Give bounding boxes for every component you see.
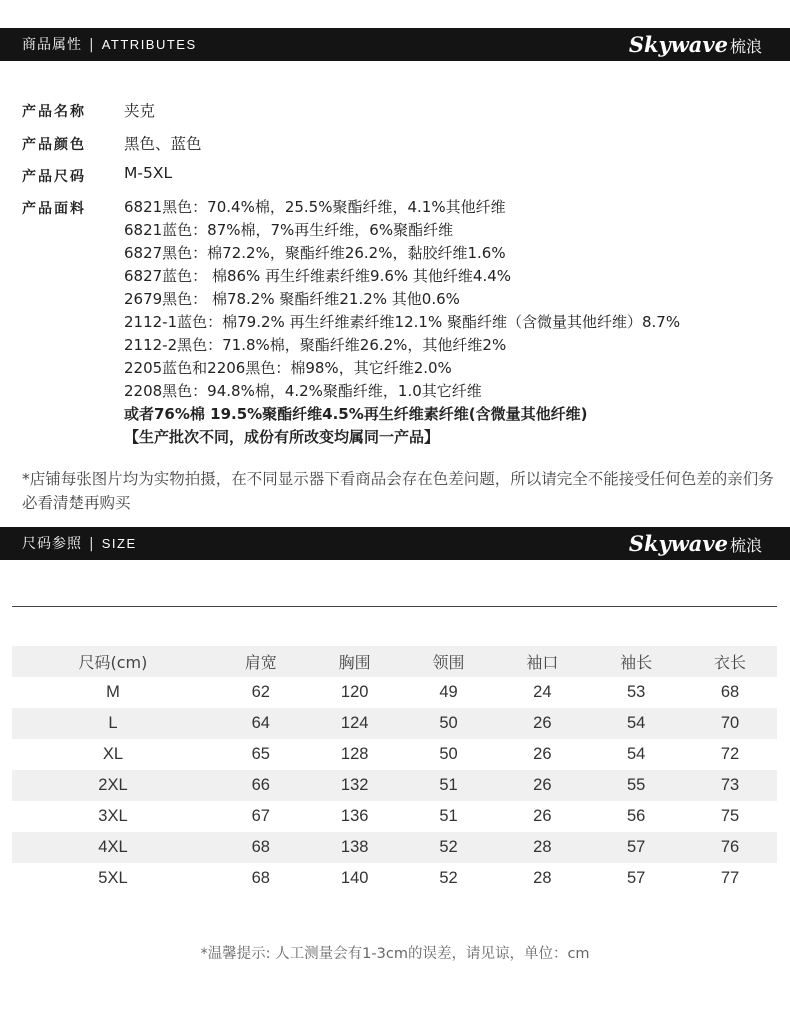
size-header-bar — [0, 527, 790, 560]
attr-value-color: 黑色、蓝色 — [124, 135, 202, 153]
attr-value-name: 夹克 — [124, 102, 156, 120]
table-cell: 26 — [495, 770, 589, 801]
table-cell: 54 — [589, 708, 683, 739]
attr-label-fabric: 产品面料 — [22, 201, 86, 217]
table-cell: 124 — [308, 708, 402, 739]
brand-script: Skywave — [628, 531, 728, 556]
header-size: 尺码(cm) — [12, 646, 214, 677]
table-cell: L — [12, 708, 214, 739]
table-cell: 76 — [683, 832, 777, 863]
fabric-alternative: 或者76%棉 19.5%聚酯纤维4.5%再生纤维素纤维(含微量其他纤维) — [124, 405, 588, 423]
size-section-title — [22, 527, 137, 560]
attr-label-name: 产品名称 — [22, 104, 86, 120]
divider-line — [12, 606, 777, 607]
table-cell: 66 — [214, 770, 308, 801]
table-cell: 77 — [720, 869, 740, 887]
table-cell: 53 — [627, 683, 646, 701]
table-cell: 62 — [251, 683, 270, 701]
brand-logo — [629, 527, 762, 560]
table-cell: 26 — [495, 708, 589, 739]
table-cell: 50 — [402, 708, 496, 739]
color-difference-notice: *店铺每张图片均为实物拍摄，在不同显示器下看商品会存在色差问题，所以请完全不能接受任何色差的亲们务必看清楚再购买 — [22, 470, 774, 512]
table-cell: 64 — [214, 708, 308, 739]
section-title-en: ATTRIBUTES — [101, 37, 197, 52]
table-cell: 72 — [720, 745, 740, 763]
fabric-line: 6821蓝色：87%棉，7%再生纤维，6%聚酯纤维 — [124, 221, 454, 239]
size-table-header-row — [12, 646, 777, 677]
brand-cn: 梳浪 — [729, 536, 762, 555]
fabric-line: 6821黑色：70.4%棉，25.5%聚酯纤维，4.1%其他纤维 — [124, 198, 506, 216]
table-cell: 56 — [627, 807, 646, 825]
table-cell: 68 — [720, 683, 740, 701]
fabric-line: 6827黑色：棉72.2%，聚酯纤维26.2%，黏胶纤维1.6% — [124, 244, 506, 262]
fabric-line: 6827蓝色： 棉86% 再生纤维素纤维9.6% 其他纤维4.4% — [124, 267, 512, 285]
header-cuff: 袖口 — [495, 646, 589, 677]
table-row — [12, 739, 777, 770]
table-cell: 4XL — [12, 832, 214, 863]
table-cell: 75 — [720, 807, 740, 825]
fabric-line: 2208黑色：94.8%棉，4.2%聚酯纤维，1.0其它纤维 — [124, 382, 482, 400]
table-row — [12, 801, 777, 832]
header-shoulder: 肩宽 — [214, 646, 308, 677]
table-cell: 49 — [439, 683, 458, 701]
table-cell: 2XL — [12, 770, 214, 801]
section-title-en: SIZE — [101, 536, 137, 551]
table-cell: 70 — [683, 708, 777, 739]
measurement-tip: *温馨提示: 人工测量会有1-3cm的误差，请见谅，单位：cm — [200, 946, 590, 962]
table-row — [12, 863, 777, 894]
table-cell: 26 — [533, 745, 552, 763]
table-row — [12, 770, 777, 801]
table-cell: 120 — [340, 683, 369, 701]
table-cell: 57 — [627, 869, 646, 887]
attr-label-size: 产品尺码 — [22, 169, 86, 185]
table-cell: 52 — [402, 832, 496, 863]
table-cell: 65 — [251, 745, 270, 763]
header-length: 衣长 — [683, 646, 777, 677]
table-cell: 73 — [683, 770, 777, 801]
brand-cn: 梳浪 — [729, 37, 762, 56]
fabric-line: 2112-1蓝色：棉79.2% 再生纤维素纤维12.1% 聚酯纤维（含微量其他纤维）8.7% — [124, 313, 681, 331]
table-cell: 67 — [251, 807, 270, 825]
table-cell: 68 — [251, 869, 270, 887]
table-cell: 128 — [340, 745, 369, 763]
attr-label-color: 产品颜色 — [22, 137, 86, 153]
section-title-cn: 商品属性 — [22, 37, 82, 53]
fabric-batch-note: 【生产批次不同，成份有所改变均属同一产品】 — [124, 428, 440, 446]
table-cell: 51 — [439, 807, 458, 825]
table-cell: XL — [102, 745, 124, 763]
title-separator: | — [89, 37, 95, 53]
table-cell: 52 — [439, 869, 458, 887]
table-row — [12, 708, 777, 739]
header-sleeve: 袖长 — [589, 646, 683, 677]
title-separator: | — [89, 536, 95, 552]
fabric-line: 2112-2黑色：71.8%棉，聚酯纤维26.2%，其他纤维2% — [124, 336, 507, 354]
table-cell: 132 — [308, 770, 402, 801]
header-collar: 领围 — [402, 646, 496, 677]
table-cell: 50 — [439, 745, 458, 763]
header-chest: 胸围 — [308, 646, 402, 677]
attributes-header-bar — [0, 28, 790, 61]
fabric-line: 2205蓝色和2206黑色：棉98%，其它纤维2.0% — [124, 359, 452, 377]
table-cell: 24 — [533, 683, 552, 701]
table-cell: 3XL — [98, 807, 128, 825]
table-cell: 140 — [340, 869, 369, 887]
table-cell: 136 — [340, 807, 369, 825]
table-cell: 68 — [214, 832, 308, 863]
table-cell: 138 — [308, 832, 402, 863]
attributes-section-title — [22, 28, 197, 61]
brand-logo — [629, 28, 762, 61]
table-cell: 5XL — [98, 869, 128, 887]
table-cell: 55 — [589, 770, 683, 801]
size-chart-table — [12, 646, 777, 894]
brand-script: Skywave — [628, 32, 728, 57]
table-cell: 28 — [533, 869, 552, 887]
table-row — [12, 677, 777, 708]
table-row — [12, 832, 777, 863]
attr-value-size: M-5XL — [124, 164, 173, 182]
table-cell: 54 — [627, 745, 646, 763]
fabric-list — [124, 196, 680, 449]
table-cell: 26 — [533, 807, 552, 825]
fabric-line: 2679黑色： 棉78.2% 聚酯纤维21.2% 其他0.6% — [124, 290, 460, 308]
table-cell: M — [106, 683, 120, 701]
table-cell: 51 — [402, 770, 496, 801]
table-cell: 57 — [589, 832, 683, 863]
table-cell: 28 — [495, 832, 589, 863]
section-title-cn: 尺码参照 — [22, 536, 82, 552]
